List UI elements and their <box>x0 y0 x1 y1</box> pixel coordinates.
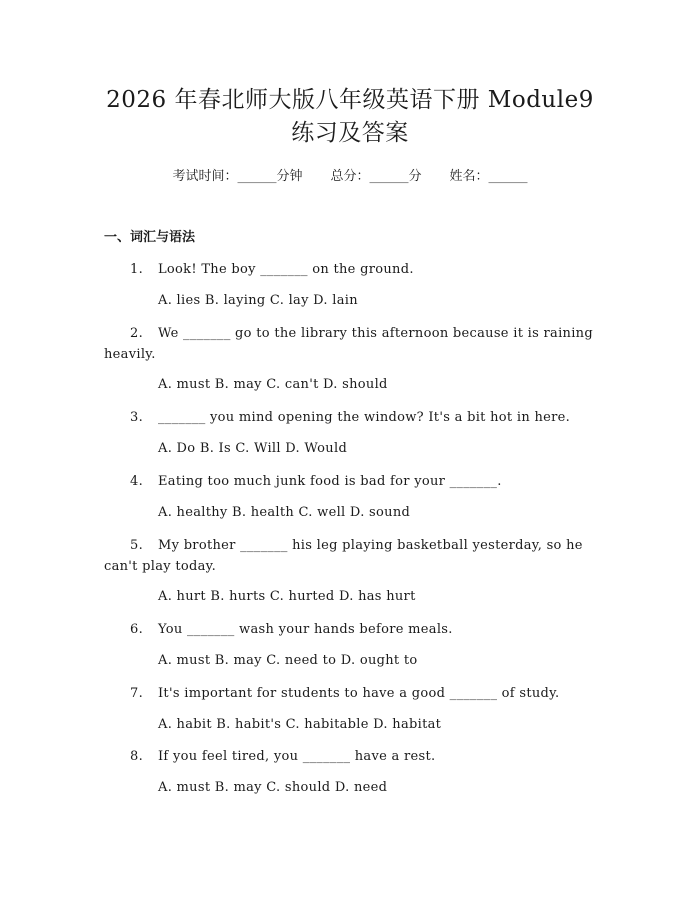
question-text: Look! The boy _______ on the ground. <box>158 262 414 277</box>
question-6-options: A. must B. may C. need to D. ought to <box>158 653 418 668</box>
question-number: 5. <box>130 538 144 553</box>
question-number: 1. <box>130 262 144 277</box>
question-5 <box>104 535 594 577</box>
question-text: _______ you mind opening the window? It's a bit hot in here. <box>158 410 571 425</box>
question-text: My brother _______ his leg playing basketball yesterday, so he can't play today. <box>104 538 583 574</box>
exam-time-label: 考试时间：______分钟 <box>172 169 303 184</box>
question-4 <box>104 471 594 492</box>
question-number: 8. <box>130 749 144 764</box>
question-8-options: A. must B. may C. should D. need <box>158 780 388 795</box>
question-number: 3. <box>130 410 144 425</box>
exam-info <box>0 167 700 187</box>
section-title: 一、词汇与语法 <box>104 230 196 245</box>
question-number: 4. <box>130 474 144 489</box>
question-5-options: A. hurt B. hurts C. hurted D. has hurt <box>158 589 416 604</box>
total-score-label: 总分：______分 <box>330 169 422 184</box>
question-3-options: A. Do B. Is C. Will D. Would <box>158 441 348 456</box>
question-2 <box>104 323 594 365</box>
question-1 <box>104 259 594 280</box>
question-4-options: A. healthy B. health C. well D. sound <box>158 505 411 520</box>
question-3 <box>104 407 594 428</box>
question-text: Eating too much junk food is bad for your _______. <box>158 474 502 489</box>
question-number: 6. <box>130 622 144 637</box>
document-title-line1: 2026 年春北师大版八年级英语下册 Module9 <box>106 87 594 113</box>
question-text: You _______ wash your hands before meals. <box>158 622 453 637</box>
question-1-options: A. lies B. laying C. lay D. lain <box>158 293 358 308</box>
document-title-line2: 练习及答案 <box>291 120 409 146</box>
question-2-options: A. must B. may C. can't D. should <box>158 377 388 392</box>
question-text: If you feel tired, you _______ have a rest. <box>158 749 436 764</box>
question-text: We _______ go to the library this afternoon because it is raining heavily. <box>104 326 593 362</box>
question-7 <box>104 683 594 704</box>
question-number: 7. <box>130 686 144 701</box>
question-7-options: A. habit B. habit's C. habitable D. habitat <box>158 717 442 732</box>
student-name-label: 姓名：______ <box>449 169 528 184</box>
question-number: 2. <box>130 326 144 341</box>
question-text: It's important for students to have a good _______ of study. <box>158 686 560 701</box>
question-8 <box>104 746 594 767</box>
question-6 <box>104 619 594 640</box>
